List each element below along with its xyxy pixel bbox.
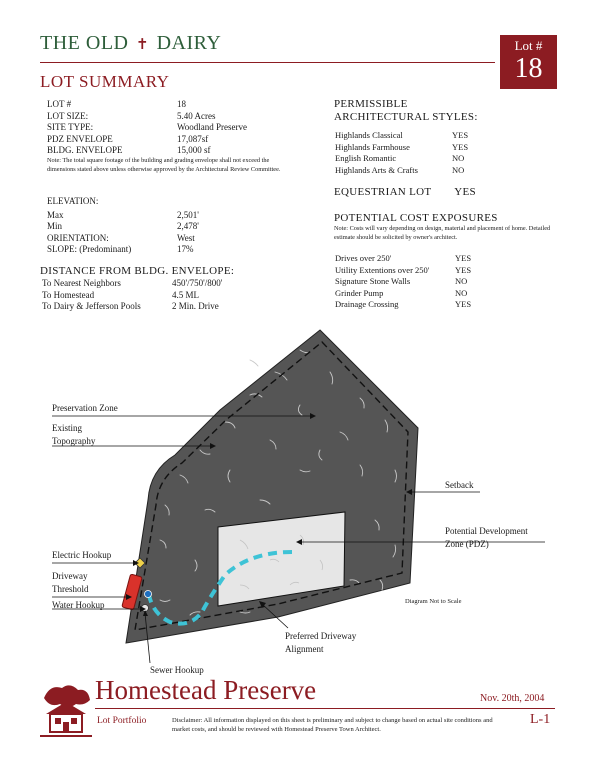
brand-right: DAIRY	[156, 32, 222, 54]
summary-key: BLDG. ENVELOPE	[47, 145, 123, 155]
disclaimer-text: Disclaimer: All information displayed on this sheet is preliminary and subject to change based on actual site conditions and market costs, and should be reviewed with Homestead Preserve Town Architect.	[172, 717, 493, 733]
label-topography-line2: Topography	[52, 436, 96, 446]
arch-style: Highlands Farmhouse	[335, 141, 410, 152]
cost-flag: YES	[455, 264, 472, 275]
cost-flag: YES	[455, 253, 472, 263]
label-topography-line1: Existing	[52, 423, 83, 433]
cost-heading: POTENTIAL COST EXPOSURES	[334, 212, 498, 224]
envelope-note: Note: The total square footage of the building and grading envelope shall not exceed the dimensions stated above unless otherwise approved by the Architectural Review Committee.	[47, 157, 281, 173]
summary-value: 15,000 sf	[177, 145, 211, 155]
elevation-key: ORIENTATION:	[47, 232, 109, 243]
summary-key: LOT #	[47, 99, 72, 109]
distance-key: To Dairy & Jefferson Pools	[42, 301, 141, 311]
label-driveway-threshold	[52, 570, 89, 596]
lot-portfolio-label: Lot Portfolio	[97, 716, 147, 726]
arch-heading-line2: ARCHITECTURAL STYLES:	[334, 111, 478, 123]
cross-emblem-icon: ✝	[135, 37, 150, 53]
lot-summary-title: LOT SUMMARY	[40, 72, 170, 91]
cost-note: Note: Costs will vary depending on design, material and placement of home. Detailed estimate should be solicited by owner's architect.	[334, 225, 551, 241]
label-preferred-driveway	[285, 630, 356, 656]
label-setback: Setback	[445, 480, 474, 490]
cost-item: Utility Extentions over 250'	[335, 264, 430, 275]
distance-value: 4.5 ML	[172, 289, 199, 300]
elevation-key: SLOPE: (Predominant)	[47, 244, 132, 254]
label-preferred-line2: Alignment	[285, 644, 324, 654]
arch-allowed: YES	[452, 130, 469, 140]
homestead-preserve-title: Homestead Preserve	[95, 675, 317, 705]
elevation-heading: ELEVATION:	[47, 196, 99, 206]
elevation-key: Max	[47, 209, 64, 220]
cost-flag: NO	[455, 276, 468, 286]
elevation-value: 17%	[177, 244, 194, 254]
elevation-value: 2,478'	[177, 221, 199, 231]
cost-item: Signature Stone Walls	[335, 276, 411, 286]
elevation-value: 2,501'	[177, 209, 199, 220]
summary-value: 5.40 Acres	[177, 110, 216, 121]
arch-allowed: NO	[452, 153, 465, 163]
scale-note: Diagram Not to Scale	[405, 598, 462, 605]
lot-badge-number: 18	[514, 53, 543, 84]
label-water-hookup: Water Hookup	[52, 600, 105, 610]
brand-left: THE OLD	[40, 32, 129, 54]
arch-style: English Romantic	[335, 153, 397, 163]
distance-value: 450'/750'/800'	[172, 278, 223, 288]
cost-flag: YES	[455, 299, 472, 309]
elevation-key: Min	[47, 221, 63, 231]
equestrian-label: EQUESTRIAN LOT	[334, 186, 432, 198]
summary-value: 18	[177, 99, 186, 109]
label-driveway-line2: Threshold	[52, 584, 89, 594]
arch-style: Highlands Arts & Crafts	[335, 164, 418, 175]
label-sewer-hookup: Sewer Hookup	[150, 665, 204, 675]
label-preferred-line1: Preferred Driveway	[285, 631, 357, 641]
footer-rule	[95, 708, 555, 709]
summary-key: SITE TYPE:	[47, 122, 94, 132]
label-pdz	[445, 525, 528, 551]
summary-value: Woodland Preserve	[177, 122, 248, 132]
equestrian-value: YES	[454, 186, 476, 198]
label-driveway-line1: Driveway	[52, 571, 88, 581]
summary-key: LOT SIZE:	[47, 110, 89, 121]
label-electric-hookup: Electric Hookup	[52, 550, 112, 560]
lot-badge-label: Lot #	[514, 38, 543, 53]
distance-key: To Nearest Neighbors	[42, 278, 121, 288]
water-hookup-icon	[145, 591, 152, 598]
distance-key: To Homestead	[42, 289, 95, 300]
summary-key: PDZ ENVELOPE	[47, 133, 113, 144]
document-date: Nov. 20th, 2004	[480, 693, 545, 704]
arch-allowed: YES	[452, 141, 469, 152]
elevation-value: West	[177, 232, 195, 243]
distance-heading: DISTANCE FROM BLDG. ENVELOPE:	[40, 265, 235, 277]
label-pdz-line1: Potential Development	[445, 526, 528, 536]
summary-value: 17,087sf	[177, 133, 209, 144]
cost-item: Drives over 250'	[335, 253, 392, 263]
label-existing-topography	[52, 422, 95, 448]
arch-style: Highlands Classical	[335, 130, 403, 140]
distance-value: 2 Min. Drive	[172, 301, 219, 311]
cost-item: Grinder Pump	[335, 287, 384, 298]
cost-flag: NO	[455, 287, 468, 298]
cost-item: Drainage Crossing	[335, 299, 399, 309]
arch-allowed: NO	[452, 164, 465, 175]
label-pdz-line2: Zone (PDZ)	[445, 539, 489, 549]
label-preservation-zone: Preservation Zone	[52, 403, 118, 413]
homestead-logo-illustration	[40, 680, 92, 740]
page-number: L-1	[530, 712, 551, 727]
arch-heading-line1: PERMISSIBLE	[334, 98, 408, 110]
